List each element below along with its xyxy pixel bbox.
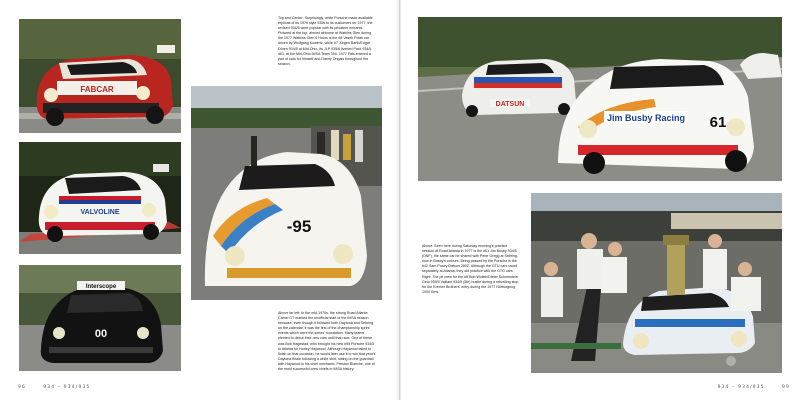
left-page-number: 96 xyxy=(18,385,26,390)
photo-black-porsche xyxy=(19,265,181,371)
valvoline-decal: VALVOLINE xyxy=(80,209,120,216)
jim-busby-car-number: 61 xyxy=(709,114,727,131)
right-page-number: 99 xyxy=(782,385,790,390)
porsche-95-image xyxy=(191,86,382,300)
left-caption-bottom: Above far left: In the mid-1970s, the strong Road Atlanta Camel GT marked the unofficial start of the IMSA season because, even though it followed both Daytona and Sebring on the calendar, it was the first of the championship sprint events which were the series' foundation. Many teams elected to debut their new cars until that race. One of these was Bob Hagestad, who brought his new #95 Porsche 934/5 to Atlanta for Hurley Haywood. Although Haywood failed to finish on that occasion, he would later use it to win that year's Daytona finale following a white shirt, sitting on the guardrail with Haywood is his chief mechanic, Preston Blanche, one of the most successful crew chiefs in IMSA history. xyxy=(278,311,376,372)
photo-valvoline-porsche xyxy=(19,142,181,254)
porsche-95-number: -95 xyxy=(286,217,312,236)
photo-95-porsche-pitlane xyxy=(191,86,382,300)
photo-red-porsche xyxy=(19,19,181,133)
jim-busby-porsche-image xyxy=(418,17,782,181)
left-folio xyxy=(18,385,90,390)
jim-busby-decal: Jim Busby Racing xyxy=(606,113,686,123)
black-porsche-image xyxy=(19,265,181,371)
black-porsche-number: 00 xyxy=(94,328,108,340)
left-running-head: 934 – 934/935 xyxy=(43,385,91,390)
right-running-head: 934 – 934/935 xyxy=(717,385,765,390)
red-porsche-image xyxy=(19,19,181,133)
right-caption: Above: Seen here during Saturday morning's practice session at Road Atlanta in 1977 is the #61 Jim Busby 934/5 (DNF), the same car he shared with Peter Gregg at Sebring, now in Busby's colours. Being passed by the Porsche is the #42 Sam Posey Datsun 280Z. Although the GTU cars raced separately at Atlanta, they did practice with the GTO cars. Right: The pit crew for the #6 Bob Wollek/Dieter Schornstein Gelo 935/5 Vaillant 934/5 (5th) hustle during a refuelling stop for the Kremer Brothers' entry during the 1977 Nürburgring 1000 Kms. xyxy=(422,244,519,294)
red-porsche-hood-text: FABCAR xyxy=(80,85,114,94)
photo-pit-crew-refuelling xyxy=(531,193,782,373)
right-folio xyxy=(718,385,790,390)
black-porsche-banner: Interscope xyxy=(85,284,117,290)
pit-crew-image xyxy=(531,193,782,373)
valvoline-porsche-image xyxy=(19,142,181,254)
right-page xyxy=(401,0,800,400)
datsun-decal: DATSUN xyxy=(495,101,525,108)
photo-jim-busby-porsche xyxy=(418,17,782,181)
left-caption-top: Top and Center: Surprisingly, while Porsche made available replicas of its 1976 style 935s to its customers for 1977, the revised 934/5 were popular with its privateer entrants. Pictured at the top, almost airborne at Watkins Glen during the 1977 Watkins Glen 6 Hours is the #8 Vasek Polak car driven by Wolfgang Kuwertz, while #7 Jürgen Barth/Edgar Dören 934/5 at Mid-Ohio, its JLP 935/6 liveried Pack 934/5 #61, at the Mid-Ohio IMSA Team 300. 1977 Fitts entered a pair of cars for himself and Danny Ongais throughout the season. xyxy=(278,16,373,66)
